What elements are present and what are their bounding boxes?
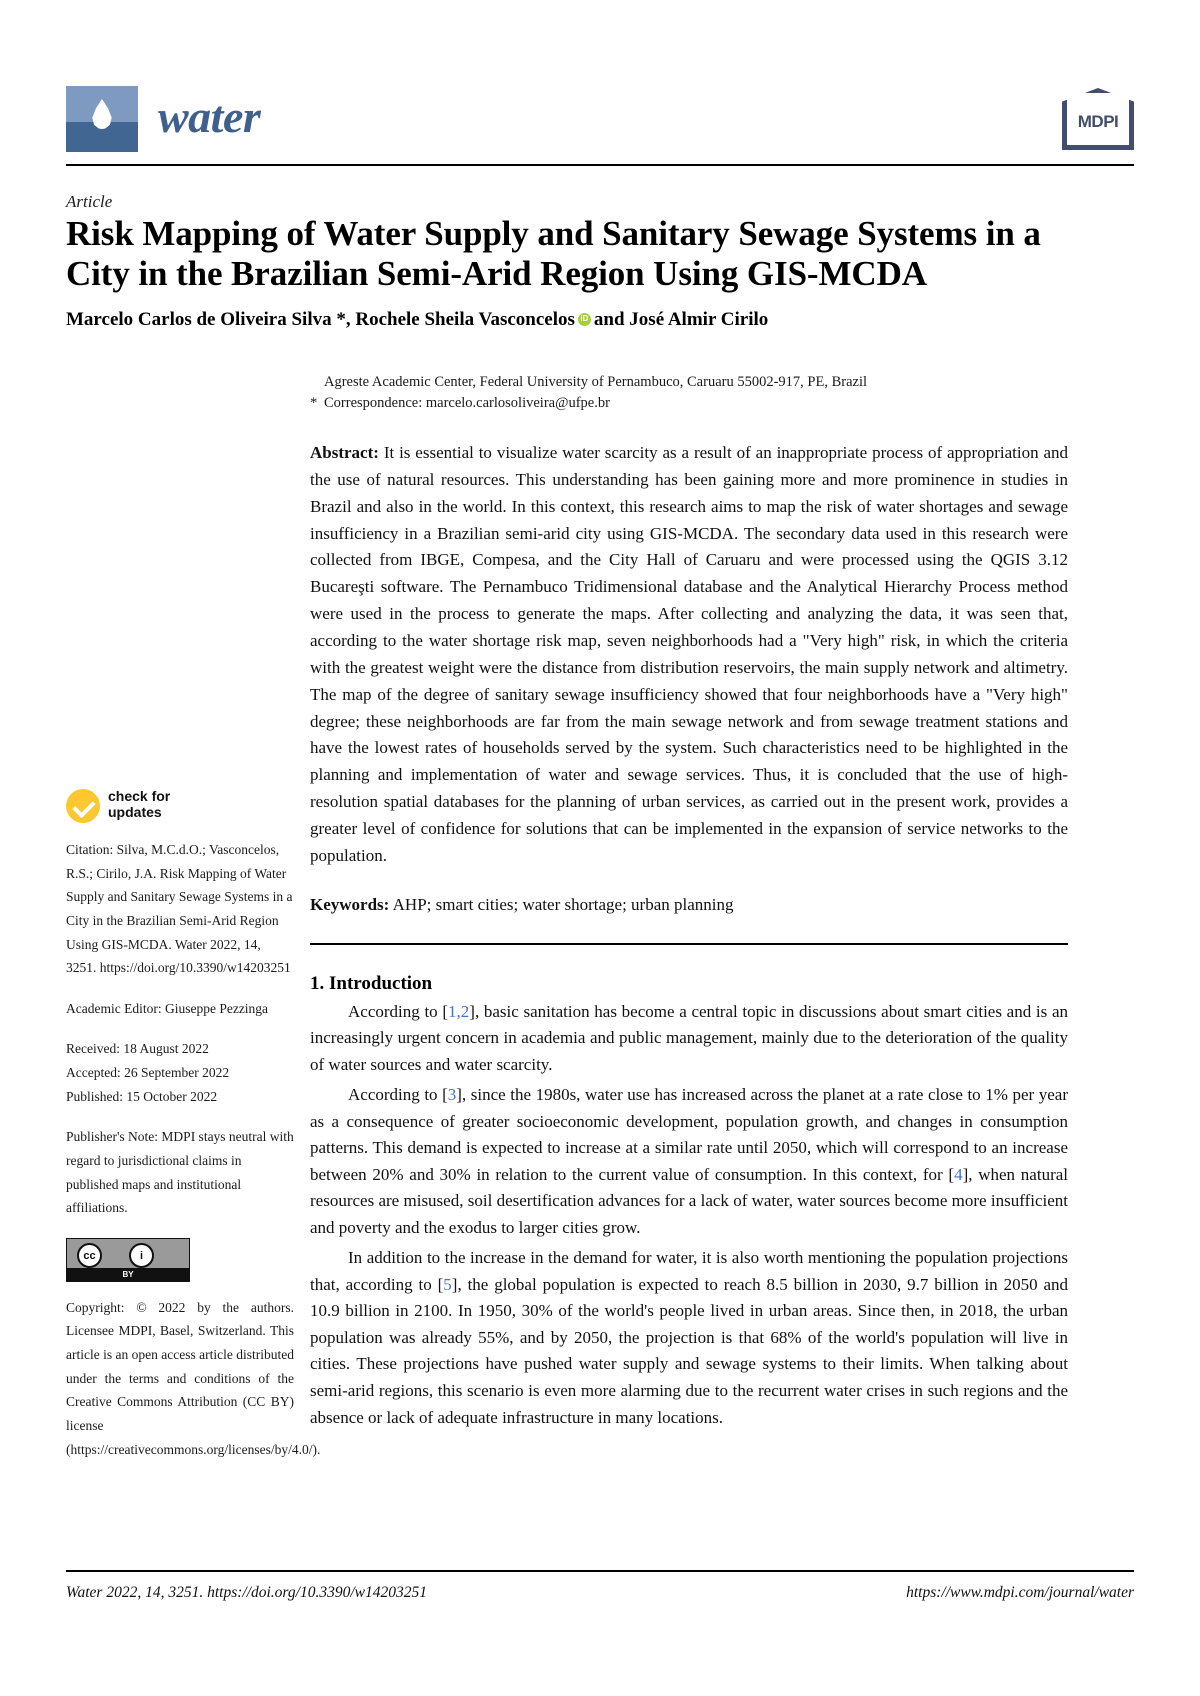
academic-editor: Academic Editor: Giuseppe Pezzinga xyxy=(66,1000,269,1016)
paragraph-2-prefix: According to [ xyxy=(348,1085,448,1105)
check-for-updates-line1: check for xyxy=(108,788,171,804)
main-column xyxy=(310,372,1068,1431)
check-for-updates-line2: updates xyxy=(108,804,162,821)
paragraph-2-mid: ], since the 1980s, water use has increased across the planet at a rate close to 1% per year as a consequence of greater socioeconomic development, population growth, and changes in consumption patterns. This demand is expected to increase at a similar rate until 2050, which will correspond to an increase between 20% and 30% in relation to the current value of consumption. In this context, for [ xyxy=(310,1085,1068,1184)
paragraph-1 xyxy=(310,999,1068,1079)
keywords-text: AHP; smart cities; water shortage; urban planning xyxy=(392,894,734,914)
author-names-second: and José Almir Cirilo xyxy=(593,309,769,330)
journal-masthead xyxy=(66,86,1134,164)
copyright-notice: Copyright: © 2022 by the authors. Licensee MDPI, Basel, Switzerland. This article is an open access article distributed under the terms and conditions of the Creative Commons Attribution (CC BY) license (https://creativecommons.org/licenses/by/4.0/). xyxy=(66,1299,321,1457)
abstract-text: It is essential to visualize water scarcity as a result of an inappropriate process of appropriation and the use of natural resources. This understanding has been gaining more and more prominence in studies in Brazil and also in the world. In this context, this research aims to map the risk of water shortages and sewage insufficiency in a Brazilian semi-arid city using GIS-MCDA. The secondary data used in this research were collected from IBGE, Compesa, and the City Hall of Caruaru and were processed using the QGIS 3.12 Bucareşti software. The Pernambuco Tridimensional database and the Analytical Hierarchy Process method were used in the process to generate the maps. After collecting and analyzing the data, it was seen that, according to the water shortage risk map, seven neighborhoods had a "Very high" risk, in which the criteria with the greatest weight were the distance from distribution reservoirs, the main supply network and altimetry. The map of the degree of sanitary sewage insufficiency showed that four neighborhoods have a "Very high" degree; these neighborhoods are far from the main sewage network and from sewage treatment stations and have the lowest rates of households served by the system. Such characteristics need to be highlighted in the planning and implementation of water and sewage services. Thus, it is concluded that the use of high-resolution spatial databases for the planning of urban services, as carried out in the present work, provides a greater level of confidence for solutions that can be implemented in the expansion of service networks to the population. xyxy=(310,443,1068,865)
abstract-label: Abstract: xyxy=(310,443,379,463)
citation-ref-5[interactable]: 5 xyxy=(443,1274,452,1294)
citation-ref-4[interactable]: 4 xyxy=(954,1164,963,1184)
page-footer xyxy=(66,1584,1134,1602)
water-journal-logo-icon xyxy=(66,86,138,152)
abstract-block xyxy=(310,440,1068,870)
affiliation xyxy=(310,372,1068,393)
publishers-note: Publisher's Note: MDPI stays neutral with regard to jurisdictional claims in published maps and institutional affiliations. xyxy=(66,1129,294,1216)
published-date: Published: 15 October 2022 xyxy=(66,1088,218,1104)
paragraph-1-suffix: ], basic sanitation has become a central topic in discussions about smart cities and is an increasingly urgent concern in academia and public management, mainly due to the deterioration of the quality of water sources and water scarcity. xyxy=(310,1001,1068,1074)
check-for-updates-text xyxy=(108,788,170,820)
metadata-sidebar xyxy=(66,786,321,1461)
footer-citation: Water 2022, 14, 3251. https://doi.org/10.3390/w14203251 xyxy=(66,1584,427,1601)
mdpi-logo-icon xyxy=(1062,88,1134,150)
journal-title: water xyxy=(158,91,261,142)
author-names-first: Marcelo Carlos de Oliveira Silva *, Rochele Sheila Vasconcelos xyxy=(66,309,575,330)
correspondence-marker: * xyxy=(310,395,318,412)
paragraph-3-prefix: In addition to the increase in the demand for water, it is also worth mentioning the population projections that, according to [ xyxy=(310,1248,1068,1294)
correspondence-text: Correspondence: marcelo.carlosoliveira@ufpe.br xyxy=(324,395,610,412)
checkmark-icon xyxy=(72,795,95,818)
mdpi-logo-text: MDPI xyxy=(1077,112,1119,131)
paragraph-2 xyxy=(310,1082,1068,1241)
section-heading-introduction: 1. Introduction xyxy=(310,972,433,994)
cc-by-label: BY xyxy=(122,1269,134,1279)
paragraph-3 xyxy=(310,1245,1068,1431)
citation-info: Citation: Silva, M.C.d.O.; Vasconcelos, R.S.; Cirilo, J.A. Risk Mapping of Water Supply and Sanitary Sewage Systems in a City in the Brazilian Semi-Arid Region Using GIS-MCDA. Water 2022, 14, 3251. https://doi.org/10.3390/w14203251 xyxy=(66,842,293,976)
received-date: Received: 18 August 2022 xyxy=(66,1041,209,1057)
orcid-icon[interactable] xyxy=(578,313,591,326)
footer-journal-url[interactable]: https://www.mdpi.com/journal/water xyxy=(906,1584,1134,1601)
cc-mark-icon: cc xyxy=(77,1243,102,1268)
affiliation-text: Agreste Academic Center, Federal University of Pernambuco, Caruaru 55002-917, PE, Brazil xyxy=(324,374,868,390)
page-title: Risk Mapping of Water Supply and Sanitary Sewage Systems in a City in the Brazilian Semi-Arid Region Using GIS-MCDA xyxy=(66,214,1041,293)
water-drop-icon xyxy=(91,99,113,129)
author-list xyxy=(66,309,1066,331)
keywords-block xyxy=(310,892,1068,918)
article-type-label: Article xyxy=(66,192,113,211)
paragraph-1-prefix: According to [ xyxy=(348,1001,449,1021)
check-circle-icon xyxy=(66,789,100,823)
creative-commons-license-icon xyxy=(66,1238,190,1282)
keywords-label: Keywords: xyxy=(310,894,390,914)
correspondence xyxy=(310,393,1068,414)
footer-divider xyxy=(66,1570,1134,1572)
check-for-updates-badge[interactable] xyxy=(66,786,294,828)
keywords-divider xyxy=(310,943,1068,945)
header-divider xyxy=(66,164,1134,166)
paragraph-3-suffix: ], the global population is expected to reach 8.5 billion in 2030, 9.7 billion in 2050 and 10.9 billion in 2100. In 1950, 30% of the world's people lived in urban areas. Since then, in 2018, the urban population was already 55%, and by 2050, the projection is that 68% of the world's population will live in cities. These projections have pushed water supply and sewage systems to their limits. When talking about semi-arid regions, this scenario is even more alarming due to the recurrent water crises in such regions and the absence or lack of adequate infrastructure in many locations. xyxy=(310,1274,1068,1427)
citation-ref-1-2[interactable]: 1,2 xyxy=(448,1001,470,1021)
paragraph-2-suffix: ], when natural resources are misused, soil desertification advances for a lack of water, water sources become more insufficient and poverty and the exodus to larger cities grow. xyxy=(310,1164,1068,1237)
accepted-date: Accepted: 26 September 2022 xyxy=(66,1065,230,1080)
cc-attribution-icon: i xyxy=(129,1243,154,1268)
citation-ref-3[interactable]: 3 xyxy=(447,1085,457,1105)
